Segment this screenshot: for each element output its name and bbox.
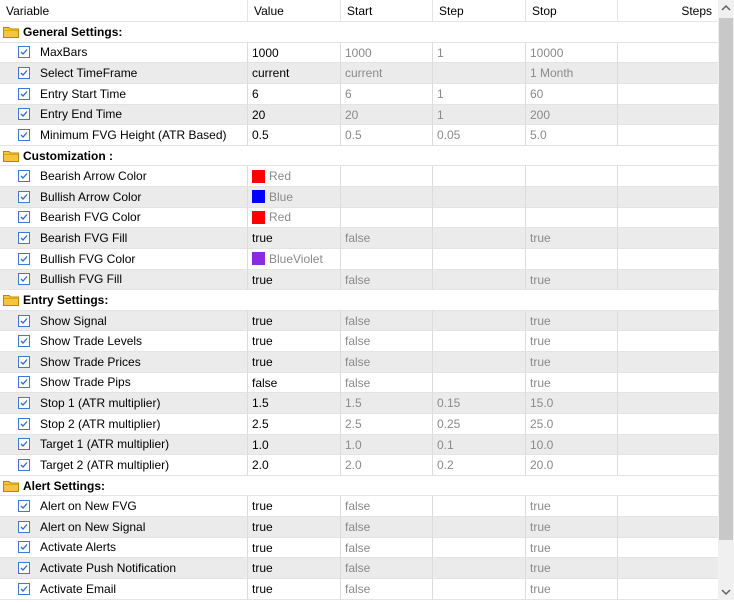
column-header-start[interactable]: Start xyxy=(341,0,433,21)
parameter-row[interactable] xyxy=(0,63,718,84)
parameter-row[interactable] xyxy=(0,228,718,249)
parameter-stop[interactable] xyxy=(526,249,618,270)
parameter-start[interactable] xyxy=(341,249,433,270)
parameter-name-cell xyxy=(0,105,248,126)
group-header-row[interactable] xyxy=(0,22,718,43)
column-header-variable[interactable]: Variable xyxy=(0,0,248,21)
checkbox-checked-icon[interactable] xyxy=(18,541,30,553)
parameter-name-cell xyxy=(0,43,248,64)
group-header[interactable] xyxy=(0,290,718,311)
parameter-stop[interactable]: true xyxy=(526,373,618,394)
parameter-stop[interactable]: true xyxy=(526,517,618,538)
parameter-name-cell xyxy=(0,331,248,352)
parameter-name-cell xyxy=(0,496,248,517)
parameter-start[interactable]: 2.0 xyxy=(341,455,433,476)
parameter-step[interactable] xyxy=(433,579,526,600)
color-name: Blue xyxy=(269,189,294,204)
parameter-name: Activate Email xyxy=(40,581,117,596)
parameter-name: Target 1 (ATR multiplier) xyxy=(40,437,170,452)
parameter-start[interactable]: false xyxy=(341,270,433,291)
parameter-stop[interactable]: true xyxy=(526,558,618,579)
parameter-stop[interactable]: 25.0 xyxy=(526,414,618,435)
parameter-row[interactable] xyxy=(0,187,718,208)
parameter-steps[interactable] xyxy=(618,249,718,270)
parameter-name: Minimum FVG Height (ATR Based) xyxy=(40,127,227,142)
parameter-step[interactable] xyxy=(433,558,526,579)
parameter-stop[interactable]: true xyxy=(526,496,618,517)
parameter-row[interactable] xyxy=(0,435,718,456)
parameter-row[interactable] xyxy=(0,311,718,332)
parameter-value[interactable]: 20 xyxy=(248,105,341,126)
parameter-step[interactable] xyxy=(433,270,526,291)
parameter-steps[interactable] xyxy=(618,166,718,187)
checkbox-checked-icon[interactable] xyxy=(18,418,30,430)
scroll-up-arrow-icon[interactable] xyxy=(718,0,734,16)
parameter-name-cell xyxy=(0,228,248,249)
parameter-steps[interactable] xyxy=(618,558,718,579)
parameter-value[interactable]: true xyxy=(248,270,341,291)
parameter-name-cell xyxy=(0,187,248,208)
parameter-step[interactable] xyxy=(433,496,526,517)
parameter-name: Bullish FVG Color xyxy=(40,251,136,266)
group-title: Customization : xyxy=(23,148,113,163)
parameter-value[interactable]: 1.0 xyxy=(248,435,341,456)
scrollbar-thumb[interactable] xyxy=(719,18,733,540)
parameter-value[interactable]: true xyxy=(248,558,341,579)
parameter-value[interactable]: 6 xyxy=(248,84,341,105)
checkbox-checked-icon[interactable] xyxy=(18,583,30,595)
column-header-value[interactable]: Value xyxy=(248,0,341,21)
parameter-steps[interactable] xyxy=(618,517,718,538)
checkbox-checked-icon[interactable] xyxy=(18,273,30,285)
parameter-steps[interactable] xyxy=(618,228,718,249)
parameter-step[interactable]: 1 xyxy=(433,43,526,64)
parameter-step[interactable]: 0.2 xyxy=(433,455,526,476)
group-header-row[interactable] xyxy=(0,290,718,311)
color-name: BlueViolet xyxy=(269,251,323,266)
parameter-start[interactable]: 1.5 xyxy=(341,393,433,414)
parameter-name-cell xyxy=(0,352,248,373)
parameter-name: Alert on New Signal xyxy=(40,519,146,534)
parameter-name: Entry Start Time xyxy=(40,86,127,101)
parameter-stop[interactable]: true xyxy=(526,538,618,559)
parameter-steps[interactable] xyxy=(618,270,718,291)
parameter-name-cell xyxy=(0,538,248,559)
group-title: Alert Settings: xyxy=(23,478,106,493)
parameter-stop[interactable]: 1 Month xyxy=(526,63,618,84)
parameter-name: Target 2 (ATR multiplier) xyxy=(40,457,170,472)
parameter-start[interactable]: 1.0 xyxy=(341,435,433,456)
parameter-start[interactable]: false xyxy=(341,538,433,559)
parameter-stop[interactable]: 200 xyxy=(526,105,618,126)
parameter-steps[interactable] xyxy=(618,84,718,105)
parameter-row[interactable] xyxy=(0,249,718,270)
folder-icon xyxy=(3,294,19,306)
parameter-start[interactable]: false xyxy=(341,352,433,373)
parameter-steps[interactable] xyxy=(618,435,718,456)
parameter-row[interactable] xyxy=(0,352,718,373)
color-swatch xyxy=(252,190,265,203)
parameter-step[interactable] xyxy=(433,187,526,208)
parameter-stop[interactable]: 5.0 xyxy=(526,125,618,146)
parameter-stop[interactable]: true xyxy=(526,579,618,600)
parameter-row[interactable] xyxy=(0,125,718,146)
parameter-step[interactable]: 0.25 xyxy=(433,414,526,435)
parameter-value[interactable]: true xyxy=(248,496,341,517)
parameter-start[interactable]: false xyxy=(341,228,433,249)
parameter-step[interactable]: 1 xyxy=(433,84,526,105)
parameter-step[interactable] xyxy=(433,352,526,373)
parameter-name-cell xyxy=(0,435,248,456)
parameter-stop[interactable]: true xyxy=(526,270,618,291)
parameter-name: Stop 1 (ATR multiplier) xyxy=(40,396,161,411)
checkbox-checked-icon[interactable] xyxy=(18,315,30,327)
scroll-down-arrow-icon[interactable] xyxy=(718,584,734,600)
parameter-stop[interactable]: true xyxy=(526,352,618,373)
parameter-step[interactable] xyxy=(433,538,526,559)
parameter-start[interactable]: false xyxy=(341,558,433,579)
parameter-name: Select TimeFrame xyxy=(40,66,138,81)
parameter-start[interactable]: 0.5 xyxy=(341,125,433,146)
parameter-steps[interactable] xyxy=(618,187,718,208)
group-header-row[interactable] xyxy=(0,476,718,497)
parameter-stop[interactable]: 10000 xyxy=(526,43,618,64)
parameter-name-cell xyxy=(0,84,248,105)
parameter-name: Bearish FVG Color xyxy=(40,210,141,225)
parameter-stop[interactable] xyxy=(526,187,618,208)
parameter-stop[interactable]: 20.0 xyxy=(526,455,618,476)
parameter-start[interactable]: 2.5 xyxy=(341,414,433,435)
parameter-name: Alert on New FVG xyxy=(40,499,137,514)
parameter-steps[interactable] xyxy=(618,579,718,600)
color-swatch xyxy=(252,170,265,183)
parameter-step[interactable] xyxy=(433,208,526,229)
checkbox-checked-icon[interactable] xyxy=(18,191,30,203)
color-name: Red xyxy=(269,210,292,225)
parameter-step[interactable]: 0.05 xyxy=(433,125,526,146)
parameter-step[interactable]: 1 xyxy=(433,105,526,126)
parameter-value[interactable] xyxy=(248,208,341,229)
parameter-value[interactable]: current xyxy=(248,63,341,84)
parameter-step[interactable] xyxy=(433,166,526,187)
parameter-name: Entry End Time xyxy=(40,107,123,122)
checkbox-checked-icon[interactable] xyxy=(18,562,30,574)
checkbox-checked-icon[interactable] xyxy=(18,500,30,512)
checkbox-checked-icon[interactable] xyxy=(18,335,30,347)
parameter-steps[interactable] xyxy=(618,331,718,352)
parameter-value[interactable]: true xyxy=(248,228,341,249)
parameter-name-cell xyxy=(0,373,248,394)
parameter-name-cell xyxy=(0,455,248,476)
parameter-step[interactable]: 0.15 xyxy=(433,393,526,414)
parameter-name-cell xyxy=(0,166,248,187)
parameter-start[interactable] xyxy=(341,187,433,208)
parameter-stop[interactable]: true xyxy=(526,331,618,352)
parameter-row[interactable] xyxy=(0,579,718,600)
checkbox-checked-icon[interactable] xyxy=(18,356,30,368)
parameter-start[interactable]: 20 xyxy=(341,105,433,126)
parameter-start[interactable]: 6 xyxy=(341,84,433,105)
parameter-stop[interactable] xyxy=(526,166,618,187)
parameter-name: Bearish Arrow Color xyxy=(40,169,147,184)
parameter-name-cell xyxy=(0,270,248,291)
checkbox-checked-icon[interactable] xyxy=(18,521,30,533)
parameter-name: Show Trade Pips xyxy=(40,375,131,390)
parameter-name-cell xyxy=(0,558,248,579)
parameter-name: Activate Alerts xyxy=(40,540,117,555)
folder-icon xyxy=(3,150,19,162)
parameter-step[interactable] xyxy=(433,311,526,332)
parameter-name: Bullish FVG Fill xyxy=(40,272,123,287)
parameter-step[interactable] xyxy=(433,249,526,270)
checkbox-checked-icon[interactable] xyxy=(18,376,30,388)
parameter-row[interactable] xyxy=(0,270,718,291)
parameter-row[interactable] xyxy=(0,455,718,476)
parameter-row[interactable] xyxy=(0,208,718,229)
color-swatch xyxy=(252,211,265,224)
parameter-start[interactable]: false xyxy=(341,496,433,517)
checkbox-checked-icon[interactable] xyxy=(18,459,30,471)
parameter-step[interactable]: 0.1 xyxy=(433,435,526,456)
parameter-name-cell xyxy=(0,311,248,332)
parameter-name: Activate Push Notification xyxy=(40,561,177,576)
parameter-stop[interactable]: 10.0 xyxy=(526,435,618,456)
parameter-stop[interactable]: true xyxy=(526,228,618,249)
parameter-name-cell xyxy=(0,125,248,146)
parameter-row[interactable] xyxy=(0,105,718,126)
parameter-value[interactable]: true xyxy=(248,538,341,559)
parameter-step[interactable] xyxy=(433,517,526,538)
parameter-name: Bullish Arrow Color xyxy=(40,189,142,204)
parameter-name: Show Trade Prices xyxy=(40,354,141,369)
checkbox-checked-icon[interactable] xyxy=(18,108,30,120)
checkbox-checked-icon[interactable] xyxy=(18,211,30,223)
parameter-start[interactable]: false xyxy=(341,517,433,538)
parameter-row[interactable] xyxy=(0,558,718,579)
parameter-steps[interactable] xyxy=(618,496,718,517)
checkbox-checked-icon[interactable] xyxy=(18,129,30,141)
checkbox-checked-icon[interactable] xyxy=(18,46,30,58)
parameter-name: Show Trade Levels xyxy=(40,334,143,349)
group-header[interactable] xyxy=(0,22,718,43)
parameter-start[interactable] xyxy=(341,166,433,187)
parameter-step[interactable] xyxy=(433,331,526,352)
parameter-start[interactable]: false xyxy=(341,311,433,332)
parameter-value[interactable]: true xyxy=(248,517,341,538)
parameter-steps[interactable] xyxy=(618,63,718,84)
vertical-scrollbar[interactable] xyxy=(718,0,734,600)
parameter-row[interactable] xyxy=(0,84,718,105)
parameter-name: Stop 2 (ATR multiplier) xyxy=(40,416,161,431)
color-name: Red xyxy=(269,169,292,184)
parameter-steps[interactable] xyxy=(618,414,718,435)
parameter-row[interactable] xyxy=(0,538,718,559)
parameter-value[interactable]: true xyxy=(248,331,341,352)
parameter-name-cell xyxy=(0,393,248,414)
group-header[interactable] xyxy=(0,476,718,497)
column-header-stop[interactable]: Stop xyxy=(526,0,618,21)
parameter-start[interactable]: current xyxy=(341,63,433,84)
parameter-stop[interactable]: 60 xyxy=(526,84,618,105)
parameter-steps[interactable] xyxy=(618,311,718,332)
checkbox-checked-icon[interactable] xyxy=(18,88,30,100)
group-title: Entry Settings: xyxy=(23,292,109,307)
color-swatch xyxy=(252,252,265,265)
parameter-steps[interactable] xyxy=(618,352,718,373)
parameter-steps[interactable] xyxy=(618,105,718,126)
parameter-steps[interactable] xyxy=(618,455,718,476)
parameter-steps[interactable] xyxy=(618,373,718,394)
parameter-value[interactable]: 2.5 xyxy=(248,414,341,435)
parameter-start[interactable] xyxy=(341,208,433,229)
table-header xyxy=(0,0,718,22)
parameter-steps[interactable] xyxy=(618,208,718,229)
parameter-name: MaxBars xyxy=(40,45,88,60)
parameter-steps[interactable] xyxy=(618,43,718,64)
group-title: General Settings: xyxy=(23,24,123,39)
parameter-value[interactable] xyxy=(248,249,341,270)
parameter-steps[interactable] xyxy=(618,538,718,559)
checkbox-checked-icon[interactable] xyxy=(18,397,30,409)
parameter-step[interactable] xyxy=(433,228,526,249)
folder-icon xyxy=(3,480,19,492)
parameter-name: Show Signal xyxy=(40,313,107,328)
parameter-row[interactable] xyxy=(0,517,718,538)
parameter-row[interactable] xyxy=(0,331,718,352)
parameter-stop[interactable]: true xyxy=(526,311,618,332)
parameter-value[interactable]: 2.0 xyxy=(248,455,341,476)
column-header-step[interactable]: Step xyxy=(433,0,526,21)
parameter-row[interactable] xyxy=(0,166,718,187)
parameter-start[interactable]: false xyxy=(341,373,433,394)
parameter-value[interactable]: 1.5 xyxy=(248,393,341,414)
parameter-stop[interactable]: 15.0 xyxy=(526,393,618,414)
parameter-name-cell xyxy=(0,517,248,538)
checkbox-checked-icon[interactable] xyxy=(18,438,30,450)
parameter-step[interactable] xyxy=(433,373,526,394)
parameter-start[interactable]: false xyxy=(341,331,433,352)
parameter-value[interactable]: 0.5 xyxy=(248,125,341,146)
parameter-name-cell xyxy=(0,208,248,229)
parameter-value[interactable]: true xyxy=(248,579,341,600)
parameter-value[interactable]: 1000 xyxy=(248,43,341,64)
checkbox-checked-icon[interactable] xyxy=(18,253,30,265)
parameter-row[interactable] xyxy=(0,43,718,64)
parameter-value[interactable] xyxy=(248,166,341,187)
checkbox-checked-icon[interactable] xyxy=(18,67,30,79)
group-header-row[interactable] xyxy=(0,146,718,167)
parameter-start[interactable]: 1000 xyxy=(341,43,433,64)
checkbox-checked-icon[interactable] xyxy=(18,232,30,244)
parameters-table xyxy=(0,22,718,600)
parameter-value[interactable]: true xyxy=(248,352,341,373)
parameter-step[interactable] xyxy=(433,63,526,84)
parameter-name-cell xyxy=(0,579,248,600)
parameter-name-cell xyxy=(0,414,248,435)
parameter-row[interactable] xyxy=(0,414,718,435)
column-header-steps[interactable]: Steps xyxy=(681,4,712,18)
parameter-name-cell xyxy=(0,63,248,84)
parameter-name: Bearish FVG Fill xyxy=(40,231,128,246)
parameter-row[interactable] xyxy=(0,373,718,394)
parameter-row[interactable] xyxy=(0,393,718,414)
parameter-value[interactable]: false xyxy=(248,373,341,394)
parameter-name-cell xyxy=(0,249,248,270)
folder-icon xyxy=(3,26,19,38)
parameter-value[interactable] xyxy=(248,187,341,208)
checkbox-checked-icon[interactable] xyxy=(18,170,30,182)
parameter-row[interactable] xyxy=(0,496,718,517)
parameter-value[interactable]: true xyxy=(248,311,341,332)
group-header[interactable] xyxy=(0,146,718,167)
parameter-steps[interactable] xyxy=(618,393,718,414)
parameter-stop[interactable] xyxy=(526,208,618,229)
parameter-start[interactable]: false xyxy=(341,579,433,600)
parameter-steps[interactable] xyxy=(618,125,718,146)
